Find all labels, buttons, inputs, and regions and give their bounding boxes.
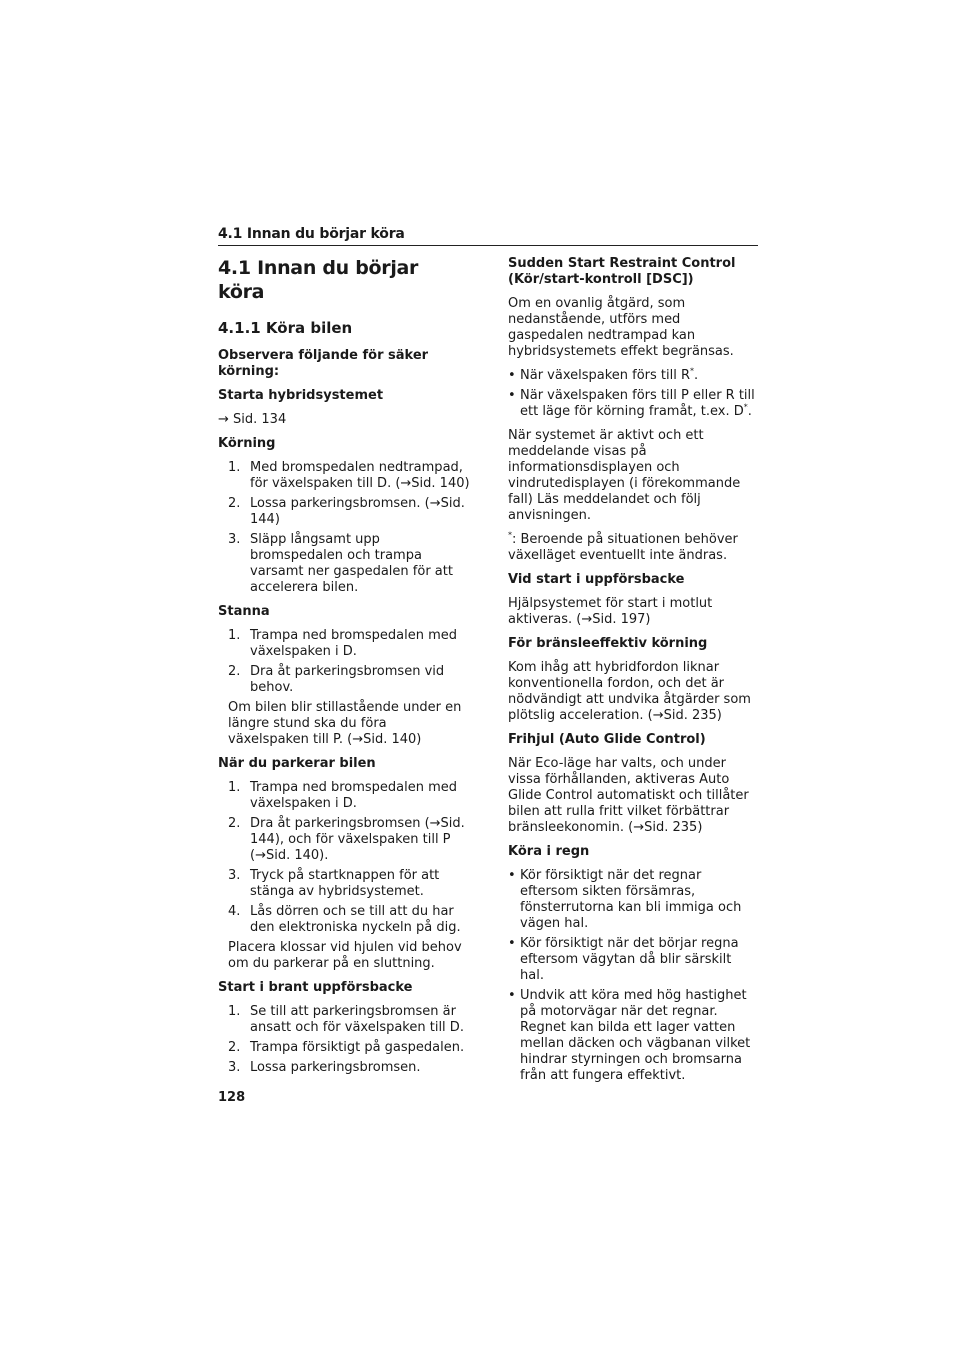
- list-item: 2. Trampa försiktigt på gaspedalen.: [228, 1040, 465, 1055]
- header-rule: [218, 245, 758, 246]
- chapter-title: 4.1 Innan du börjar köra: [218, 257, 419, 303]
- start-heading: Starta hybridsystemet: [218, 388, 384, 403]
- park-note: Placera klossar vid hjulen vid behov om du parkerar på en sluttning.: [228, 940, 462, 971]
- list-item: 2. Lossa parkeringsbromsen. (→Sid. 144): [228, 496, 465, 527]
- hill-steps: [218, 1004, 470, 1076]
- rain-bullets: [508, 868, 758, 1084]
- stop-steps: [218, 628, 470, 696]
- eco-heading: För bränsleeffektiv körning: [508, 636, 708, 651]
- glide-heading: Frihjul (Auto Glide Control): [508, 732, 706, 747]
- list-item: • När växelspaken förs till R*.: [508, 366, 699, 383]
- dsc-text: Om en ovanlig åtgärd, som nedanstående, utförs med gaspedalen nedtrampad kan hybridsystemets effekt begränsas.: [508, 296, 734, 359]
- list-item: 3. Släpp långsamt upp bromspedalen och trampa varsamt ner gaspedalen för att accelerera bilen.: [228, 532, 453, 595]
- eco-text: Kom ihåg att hybridfordon liknar konventionella fordon, och det är nödvändigt att undvika åtgärder som plötslig acceleration. (→Sid. 235): [508, 660, 751, 723]
- section-title: 4.1.1 Köra bilen: [218, 319, 353, 337]
- list-item: 1. Se till att parkeringsbromsen är ansatt och för växelspaken till D.: [228, 1004, 464, 1035]
- rain-heading: Köra i regn: [508, 844, 590, 859]
- footnote: *: Beroende på situationen behöver växelläget eventuellt inte ändras.: [508, 530, 738, 563]
- dsc-bullets: [508, 368, 758, 420]
- left-column: [218, 256, 470, 1084]
- dsc-active-text: När systemet är aktivt och ett meddelande visas på informationsdisplayen och vindrutedisplayen (i förekommande fall) Läs meddelandet och följ anvisningen.: [508, 428, 741, 523]
- driving-heading: Körning: [218, 436, 276, 451]
- right-column: [508, 256, 758, 1092]
- list-item: 1. Trampa ned bromspedalen med växelspaken i D.: [228, 780, 458, 811]
- list-item: 2. Dra åt parkeringsbromsen vid behov.: [228, 664, 445, 695]
- page-number: 128: [218, 1090, 246, 1105]
- park-heading: När du parkerar bilen: [218, 756, 376, 771]
- glide-text: När Eco-läge har valts, och under vissa förhållanden, aktiveras Auto Glide Control automatiskt och tillåter bilen att rulla fritt vilket förbättrar bränsleekonomin. (→Sid. 235): [508, 756, 749, 835]
- list-item: • Kör försiktigt när det börjar regna eftersom vägytan då blir särskilt hal.: [508, 936, 739, 983]
- dsc-heading: Sudden Start Restraint Control (Kör/start-kontroll [DSC]): [508, 256, 736, 287]
- list-item: 4. Lås dörren och se till att du har den elektroniska nyckeln på dig.: [228, 904, 461, 935]
- list-item: 3. Lossa parkeringsbromsen.: [228, 1060, 421, 1075]
- list-item: • Undvik att köra med hög hastighet på motorvägar när det regnar. Regnet kan bilda ett lager vatten mellan däcken och vägbanan vilket hindrar styrningen och bromsarna från att fungera effektivt.: [508, 988, 751, 1083]
- stop-note: Om bilen blir stillastående under en längre stund ska du föra växelspaken till P. (→Sid. 140): [228, 700, 462, 747]
- stop-heading: Stanna: [218, 604, 270, 619]
- list-item: 1. Med bromspedalen nedtrampad, för växelspaken till D. (→Sid. 140): [228, 460, 470, 491]
- start-reference: → Sid. 134: [218, 412, 287, 427]
- driving-steps: [218, 460, 470, 596]
- list-item: • Kör försiktigt när det regnar eftersom sikten försämras, fönsterrutorna kan bli immiga och vägen hal.: [508, 868, 742, 931]
- uphill-text: Hjälpsystemet för start i motlut aktiveras. (→Sid. 197): [508, 596, 713, 627]
- running-header: 4.1 Innan du börjar köra: [218, 226, 405, 242]
- park-steps: [218, 780, 470, 936]
- uphill-heading: Vid start i uppförsbacke: [508, 572, 685, 587]
- hill-heading: Start i brant uppförsbacke: [218, 980, 413, 995]
- list-item: 1. Trampa ned bromspedalen med växelspaken i D.: [228, 628, 458, 659]
- list-item: • När växelspaken förs till P eller R till ett läge för körning framåt, t.ex. D*.: [508, 388, 755, 419]
- intro-text: Observera följande för säker körning:: [218, 348, 429, 379]
- list-item: 3. Tryck på startknappen för att stänga av hybridsystemet.: [228, 868, 440, 899]
- list-item: 2. Dra åt parkeringsbromsen (→Sid. 144), och för växelspaken till P (→Sid. 140).: [228, 816, 465, 863]
